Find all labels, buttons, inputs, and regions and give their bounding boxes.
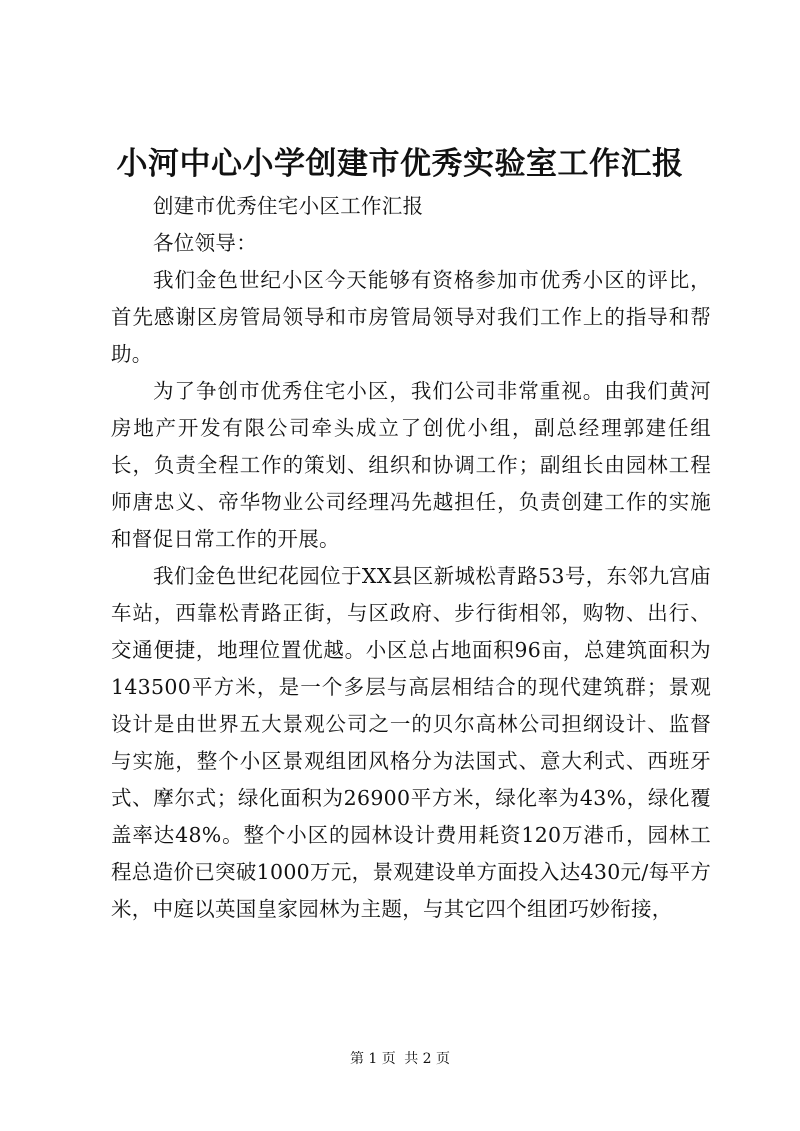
- paragraph-subtitle: 创建市优秀住宅小区工作汇报: [153, 194, 424, 218]
- paragraph-salutation: 各位领导：: [153, 231, 257, 255]
- paragraph-location: 我们金色世纪花园位于XX县区新城松青路53号，东邻九宫庙车站，西靠松青路正街，与区政府、步行街相邻，购物、出行、交通便捷，地理位置优越。小区总占地面积96亩，总建筑面积为143500平方米，是一个多层与高层相结合的现代建筑群；景观设计是由世界五大景观公司之一的贝尔高林公司担纲设计、监督与实施，整个小区景观组团风格分为法国式、意大利式、西班牙式、摩尔式；绿化面积为26900平方米，绿化率为43%，绿化覆盖率达48%。整个小区的园林设计费用耗资120万港币，园林工程总造价已突破1000万元，景观建设单方面投入达430元/每平方米，中庭以英国皇家园林为主题，与其它四个组团巧妙衔接，: [111, 564, 711, 921]
- document-title: 小河中心小学创建市优秀实验室工作汇报: [116, 146, 684, 182]
- page-footer: [0, 1049, 800, 1069]
- page-number: 第 1 页: [349, 1051, 396, 1067]
- paragraph-organization: 为了争创市优秀住宅小区，我们公司非常重视。由我们黄河房地产开发有限公司牵头成立了创优小组，副总经理郭建任组长，负责全程工作的策划、组织和协调工作；副组长由园林工程师唐忠义、帝华物业公司经理冯先越担任，负责创建工作的实施和督促日常工作的开展。: [111, 379, 711, 551]
- page-count: 共 2 页: [404, 1051, 451, 1067]
- paragraph-intro: 我们金色世纪小区今天能够有资格参加市优秀小区的评比，首先感谢区房管局领导和市房管局领导对我们工作上的指导和帮助。: [111, 268, 711, 366]
- document-body: [111, 188, 711, 928]
